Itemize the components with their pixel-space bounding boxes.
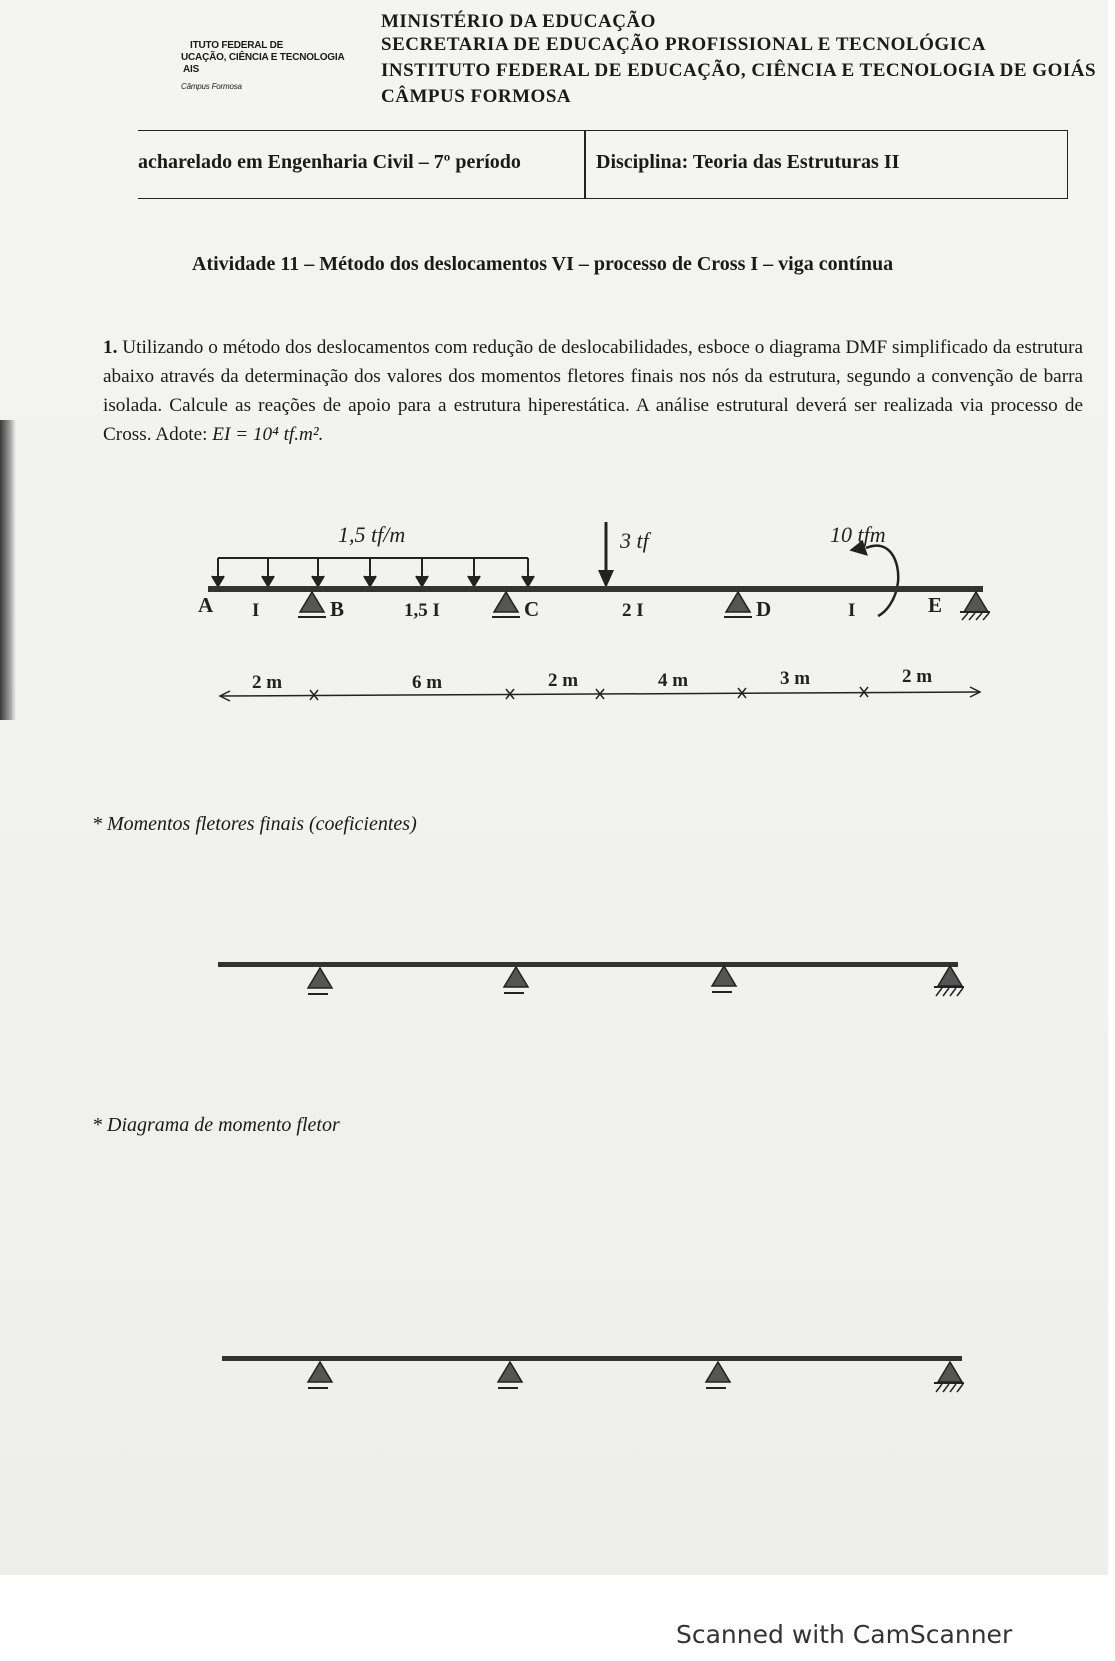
dimension-4: 4 m [658,670,689,691]
support-1 [308,1362,332,1388]
node-label-c: C [524,597,540,621]
question-formula: EI = 10⁴ tf.m². [212,424,324,445]
header-campus: CÂMPUS FORMOSA [381,86,572,107]
support-c [492,592,520,617]
stiffness-cd: 2 I [622,600,644,621]
bending-diagram-beam [214,1344,974,1404]
dimension-5: 3 m [780,668,811,689]
node-label-d: D [756,597,772,621]
course-program: acharelado em Engenharia Civil – 7º período [138,151,521,173]
scanner-watermark: Scanned with CamScanner [676,1620,1013,1649]
question-body: Utilizando o método dos deslocamentos com redução de deslocabilidades, esboce o diagrama DMF simplificado da estrutura abaixo através da determinação dos valores dos momentos fletores finais nos nós da estrutura, segundo a convenção de barra isolada. Calcule as reações de apoio para a estrutura hiperestática. A análise estrutural deverá ser realizada via processo de Cross. Adote: [103,337,1083,445]
stiffness-de: I [848,600,856,621]
header-institute: INSTITUTO FEDERAL DE EDUCAÇÃO, CIÊNCIA E TECNOLOGIA DE GOIÁS [381,60,1097,81]
header-ministry: MINISTÉRIO DA EDUCAÇÃO [381,11,656,32]
logo-line-3: AIS [183,64,200,75]
header-secretariat: SECRETARIA DE EDUCAÇÃO PROFISSIONAL E TECNOLÓGICA [381,34,986,55]
dimension-6: 2 m [902,666,933,687]
section-bending-diagram: * Diagrama de momento fletor [92,1114,340,1136]
dimension-1: 2 m [252,672,283,693]
node-label-b: B [330,597,345,621]
support-1 [308,968,332,994]
applied-moment [852,542,898,616]
course-divider [584,131,586,198]
stiffness-bc: 1,5 I [404,600,440,621]
node-label-e: E [928,593,943,617]
support-3 [712,966,736,992]
course-discipline: Disciplina: Teoria das Estruturas II [596,151,900,173]
moment-label: 10 tfm [830,522,886,547]
distributed-load [212,558,534,586]
support-4 [934,966,964,996]
point-load-arrow [598,522,614,588]
support-4 [934,1362,964,1392]
logo-line-1: ITUTO FEDERAL DE [190,40,284,51]
page-edge-shadow [0,420,16,720]
support-d [724,592,752,617]
course-border [1067,131,1069,198]
logo-line-2: UCAÇÃO, CIÊNCIA E TECNOLOGIA [181,52,345,63]
support-3 [706,1362,730,1388]
beam [208,586,983,592]
course-table [138,130,1068,199]
activity-title: Atividade 11 – Método dos deslocamentos VI – processo de Cross I – viga contínua [192,253,894,275]
question-number: 1. [103,337,118,358]
dimension-3: 2 m [548,670,579,691]
point-load-label: 3 tf [620,528,649,553]
logo-line-4: Câmpus Formosa [181,82,242,91]
support-e [960,592,990,620]
support-b [298,592,326,617]
distributed-load-label: 1,5 tf/m [338,522,406,547]
support-2 [498,1362,522,1388]
final-moments-beam [210,950,970,1010]
stiffness-ab: I [252,600,260,621]
node-label-a: A [198,593,214,617]
question-text [103,333,1083,449]
beam-diagram [190,500,1010,715]
section-final-moments: * Momentos fletores finais (coeficientes) [92,813,417,835]
dimension-2: 6 m [412,672,443,693]
support-2 [504,967,528,993]
dimension-line [220,687,980,701]
